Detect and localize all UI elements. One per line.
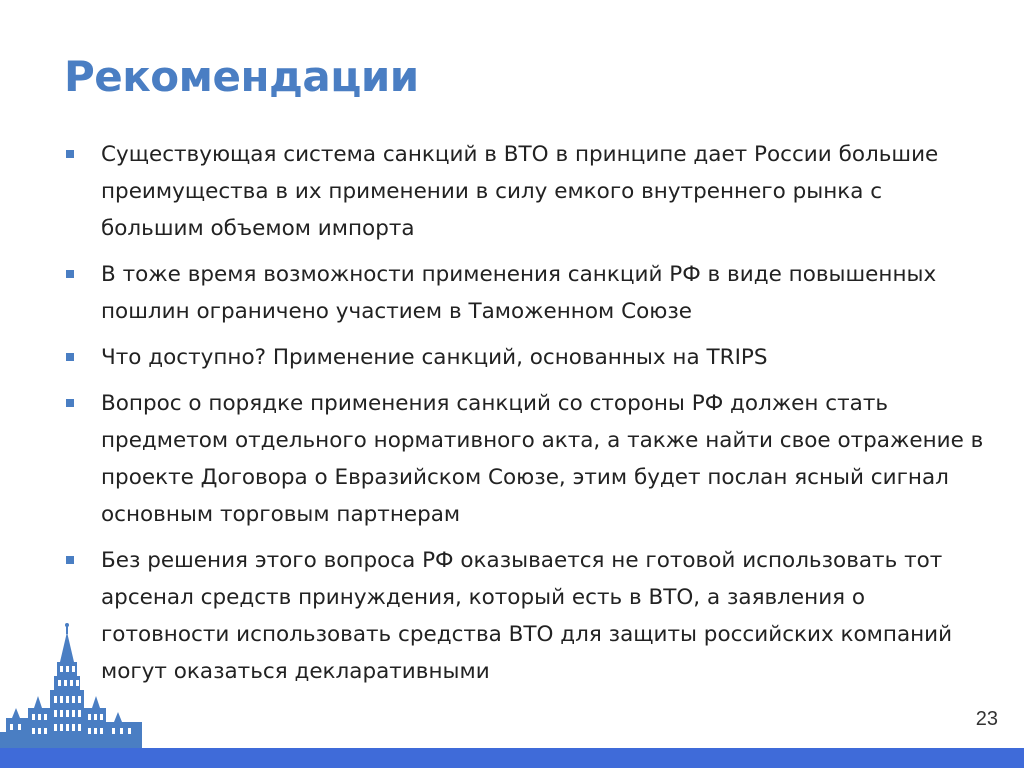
bullet-item — [64, 542, 984, 690]
bullet-text: Существующая система санкций в ВТО в принципе дает России большие преимущества в их применении в силу емкого внутреннего рынка с большим объемом импорта — [101, 142, 939, 241]
bullet-text: Без решения этого вопроса РФ оказывается не готовой использовать тот арсенал средств принуждения, который есть в ВТО, а заявления о готовности использовать средства ВТО для защиты российских компаний могут оказаться декларативными — [101, 548, 953, 684]
bottom-bar — [0, 748, 1024, 768]
bullet-text: Вопрос о порядке применения санкций со стороны РФ должен стать предметом отдельного нормативного акта, а также найти свое отражение в проекте Договора о Евразийском Союзе, этим будет послан ясный сигнал основным торговым партнерам — [101, 391, 984, 527]
bullet-item — [64, 339, 984, 376]
bullet-item — [64, 385, 984, 533]
square-bullet-icon — [66, 399, 74, 407]
slide-title: Рекомендации — [64, 52, 419, 101]
bullet-text: Что доступно? Применение санкций, основанных на TRIPS — [101, 345, 768, 370]
bullet-item — [64, 256, 984, 330]
square-bullet-icon — [66, 353, 74, 361]
square-bullet-icon — [66, 270, 74, 278]
page-number: 23 — [975, 708, 998, 730]
bullet-item — [64, 136, 984, 247]
bullet-list — [64, 136, 984, 699]
square-bullet-icon — [66, 150, 74, 158]
bullet-text: В тоже время возможности применения санкций РФ в виде повышенных пошлин ограничено участием в Таможенном Союзе — [101, 262, 937, 324]
square-bullet-icon — [66, 556, 74, 564]
